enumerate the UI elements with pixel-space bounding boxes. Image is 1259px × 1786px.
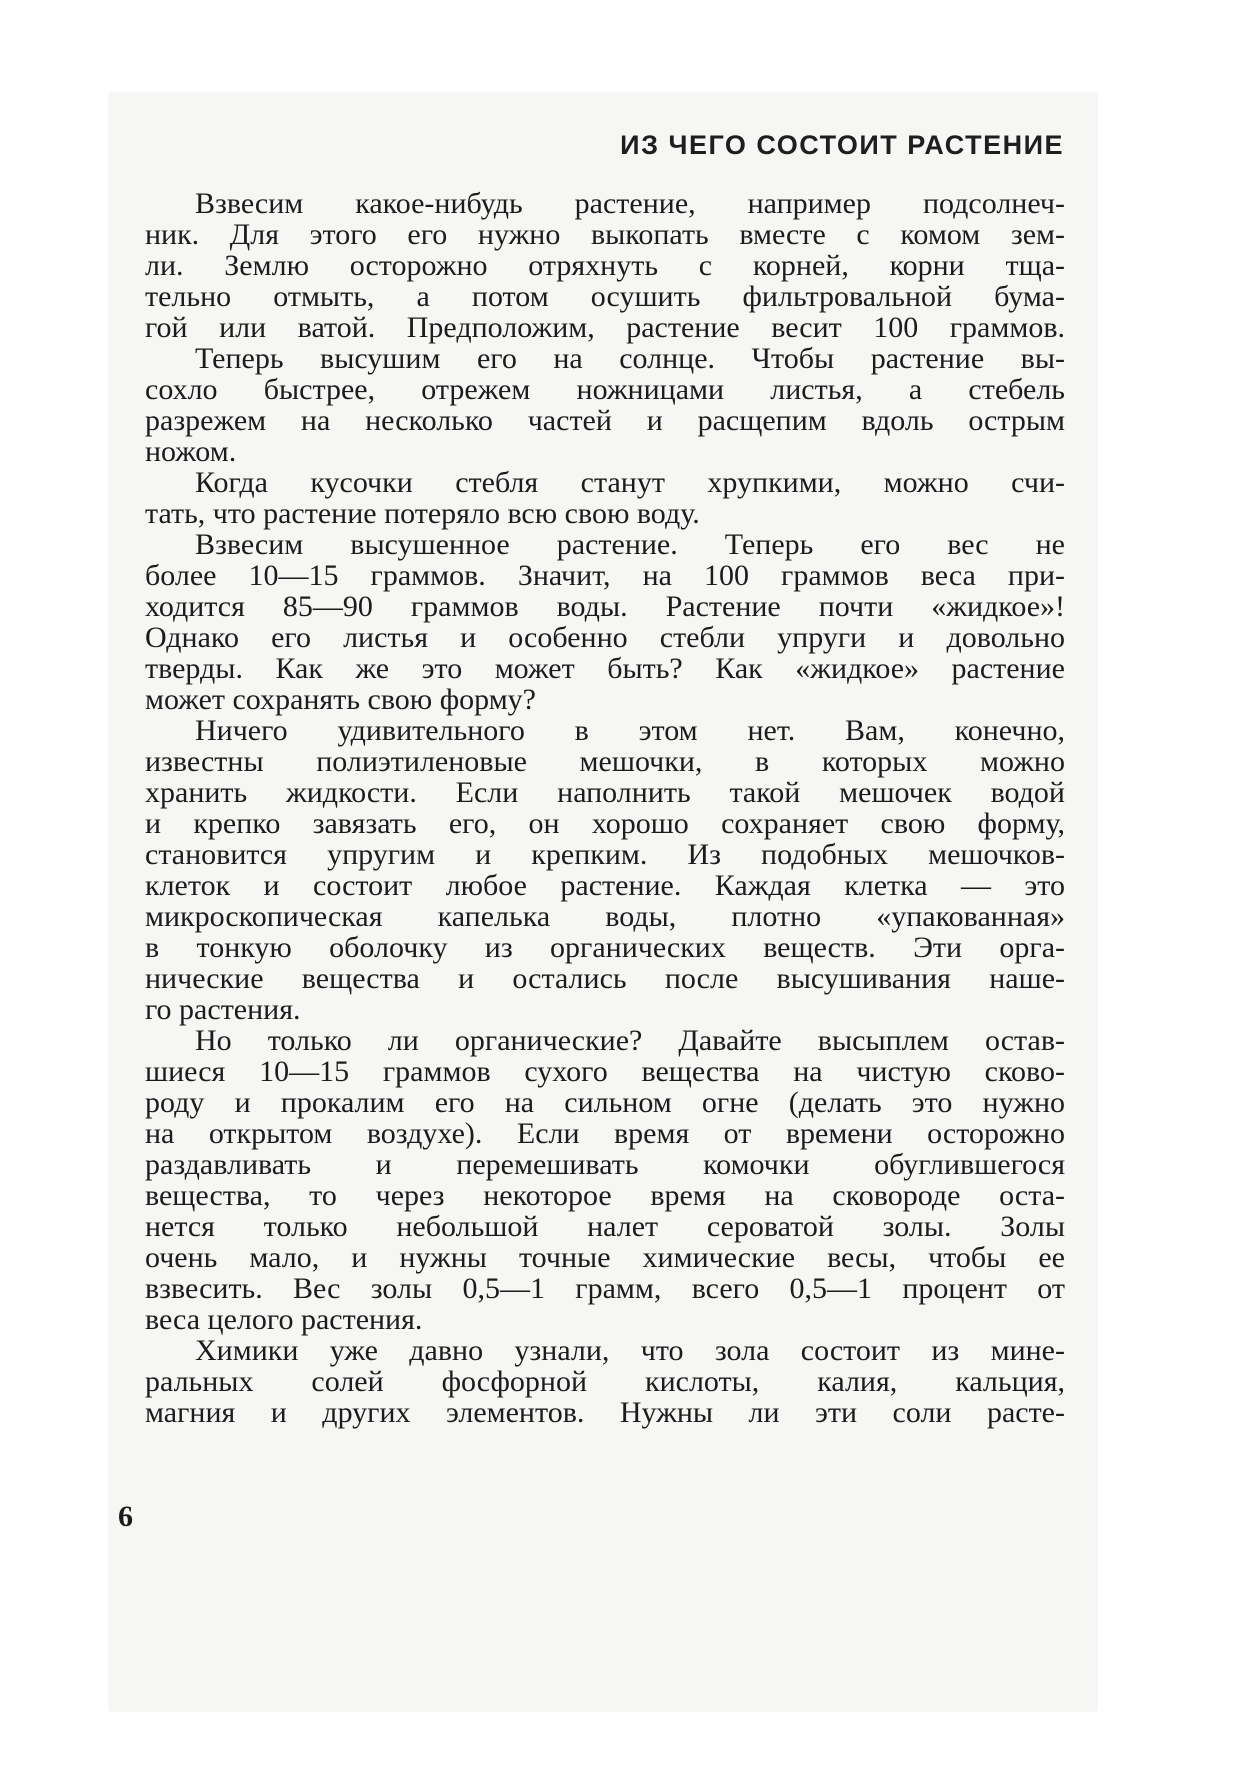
text-line: тверды. Как же это может быть? Как «жидкое» растение — [145, 652, 1065, 685]
text-line: гой или ватой. Предположим, растение весит 100 граммов. — [145, 311, 1065, 344]
text-line: очень мало, и нужны точные химические весы, чтобы ее — [145, 1241, 1065, 1274]
paragraph — [145, 467, 1065, 529]
text-line: магния и других элементов. Нужны ли эти соли расте- — [145, 1396, 1065, 1429]
text-line: сохло быстрее, отрежем ножницами листья, а стебель — [145, 373, 1065, 406]
text-line: Однако его листья и особенно стебли упруги и довольно — [145, 621, 1065, 654]
text-line: нические вещества и остались после высушивания наше- — [145, 962, 1065, 995]
text-line: ник. Для этого его нужно выкопать вместе с комом зем- — [145, 218, 1065, 251]
text-line: становится упругим и крепким. Из подобных мешочков- — [145, 838, 1065, 871]
text-line: тельно отмыть, а потом осушить фильтровальной бума- — [145, 280, 1065, 313]
text-line: ножом. — [145, 435, 237, 468]
text-line: го растения. — [145, 993, 301, 1026]
text-line: на открытом воздухе). Если время от времени осторожно — [145, 1117, 1065, 1150]
text-line: Ничего удивительного в этом нет. Вам, конечно, — [195, 714, 1065, 747]
text-line: роду и прокалим его на сильном огне (делать это нужно — [145, 1086, 1065, 1119]
body-text — [145, 188, 1065, 1428]
page-number: 6 — [118, 1500, 133, 1533]
text-line: ли. Землю осторожно отряхнуть с корней, корни тща- — [145, 249, 1065, 282]
text-line: веса целого растения. — [145, 1303, 423, 1336]
text-line: Взвесим высушенное растение. Теперь его вес не — [195, 528, 1065, 561]
text-line: клеток и состоит любое растение. Каждая клетка — это — [145, 869, 1065, 902]
text-line: Но только ли органические? Давайте высыплем остав- — [195, 1024, 1065, 1057]
text-line: раздавливать и перемешивать комочки обуглившегося — [145, 1148, 1065, 1181]
text-line: ходится 85—90 граммов воды. Растение почти «жидкое»! — [145, 590, 1065, 623]
text-line: взвесить. Вес золы 0,5—1 грамм, всего 0,5—1 процент от — [145, 1272, 1065, 1305]
text-line: хранить жидкости. Если наполнить такой мешочек водой — [145, 776, 1065, 809]
text-line: и крепко завязать его, он хорошо сохраняет свою форму, — [145, 807, 1065, 840]
text-line: вещества, то через некоторое время на сковороде оста- — [145, 1179, 1065, 1212]
text-line: Взвесим какое-нибудь растение, например подсолнеч- — [195, 187, 1065, 220]
text-line: в тонкую оболочку из органических веществ. Эти орга- — [145, 931, 1065, 964]
text-line: более 10—15 граммов. Значит, на 100 граммов веса при- — [145, 559, 1065, 592]
paragraph — [145, 529, 1065, 715]
text-line: Когда кусочки стебля станут хрупкими, можно счи- — [195, 466, 1065, 499]
paragraph — [145, 1025, 1065, 1335]
text-line: может сохранять свою форму? — [145, 683, 536, 716]
page-heading: ИЗ ЧЕГО СОСТОИТ РАСТЕНИЕ — [620, 130, 1064, 160]
paragraph — [145, 715, 1065, 1025]
text-line: нется только небольшой налет сероватой золы. Золы — [145, 1210, 1065, 1243]
paragraph — [145, 1335, 1065, 1428]
text-line: микроскопическая капелька воды, плотно «упакованная» — [145, 900, 1065, 933]
text-line: разрежем на несколько частей и расщепим вдоль острым — [145, 404, 1065, 437]
text-line: Теперь высушим его на солнце. Чтобы растение вы- — [195, 342, 1065, 375]
paragraph — [145, 188, 1065, 343]
text-line: шиеся 10—15 граммов сухого вещества на чистую сково- — [145, 1055, 1065, 1088]
text-line: тать, что растение потеряло всю свою воду. — [145, 497, 700, 530]
text-line: Химики уже давно узнали, что зола состоит из мине- — [195, 1334, 1065, 1367]
text-line: ральных солей фосфорной кислоты, калия, кальция, — [145, 1365, 1065, 1398]
text-line: известны полиэтиленовые мешочки, в которых можно — [145, 745, 1065, 778]
paragraph — [145, 343, 1065, 467]
